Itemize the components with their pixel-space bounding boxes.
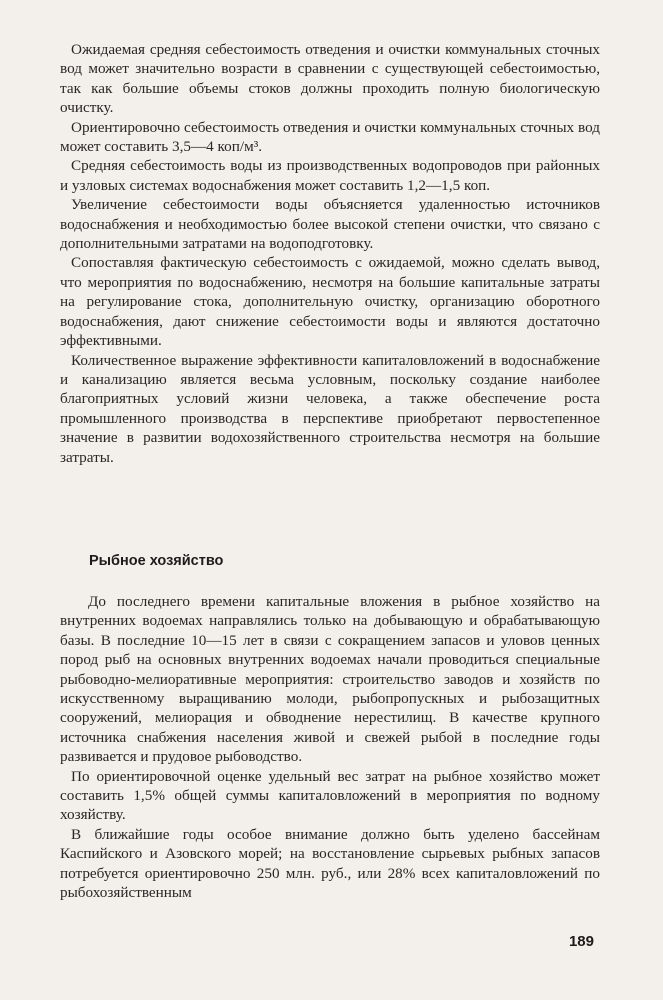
- paragraph: Средняя себестоимость воды из производственных водопроводов при районных и узловых системах водоснабжения может составить 1,2—1,5 коп.: [60, 157, 600, 194]
- paragraph: В ближайшие годы особое внимание должно быть уделено бассейнам Каспийского и Азовского морей; на восстановление сырьевых рыбных запасов потребуется ориентировочно 250 млн. руб., или 28% всех капиталовложений по рыбохозяйственным: [60, 825, 600, 902]
- paragraph: Ожидаемая средняя себестоимость отведения и очистки коммунальных сточных вод может значительно возрасти в сравнении с существующей себестоимостью, так как большие объемы стоков должны проходить полную биологическую очистку.: [60, 41, 600, 117]
- paragraph: До последнего времени капитальные вложения в рыбное хозяйство на внутренних водоемах направлялись только на добывающую и обрабатывающую базы. В последние 10—15 лет в связи с сокращением запасов и уловов ценных пород рыб на основных внутренних водоемах начали проводиться специальные рыбоводно-мелиоративные мероприятия: строительство заводов и хозяйств по искусственному выращиванию молоди, рыбопропускных и рыбозащитных сооружений, мелиорация и обводнение нерестилищ. В качестве крупного источника снабжения населения живой и свежей рыбой в последние годы развивается и прудовое рыбоводство.: [60, 593, 600, 766]
- page-number: 189: [568, 933, 594, 950]
- section-heading: Рыбное хозяйство: [89, 553, 224, 569]
- paragraph: Сопоставляя фактическую себестоимость с ожидаемой, можно сделать вывод, что мероприятия по водоснабжению, несмотря на большие капитальные затраты на регулирование стока, дополнительную очистку, организацию оборотного водоснабжения, дают снижение себестоимости воды и являются достаточно эффективными.: [60, 254, 600, 350]
- paragraph: Увеличение себестоимости воды объясняется удаленностью источников водоснабжения и необходимостью более высокой степени очистки, что связано с дополнительными затратами на водоподготовку.: [60, 196, 600, 253]
- text-section-fisheries: [60, 592, 600, 903]
- paragraph: По ориентировочной оценке удельный вес затрат на рыбное хозяйство может составить 1,5% общей суммы капиталовложений в мероприятия по водному хозяйству.: [60, 767, 600, 824]
- text-section-water-supply: [60, 40, 600, 467]
- paragraph: Ориентировочно себестоимость отведения и очистки коммунальных сточных вод может составить 3,5—4 коп/м³.: [60, 118, 600, 156]
- paragraph: Количественное выражение эффективности капиталовложений в водоснабжение и канализацию является весьма условным, поскольку создание наиболее благоприятных условий жизни человека, а также обеспечение роста промышленного производства в перспективе приобретают первостепенное значение в развитии водохозяйственного строительства несмотря на большие затраты.: [60, 351, 600, 466]
